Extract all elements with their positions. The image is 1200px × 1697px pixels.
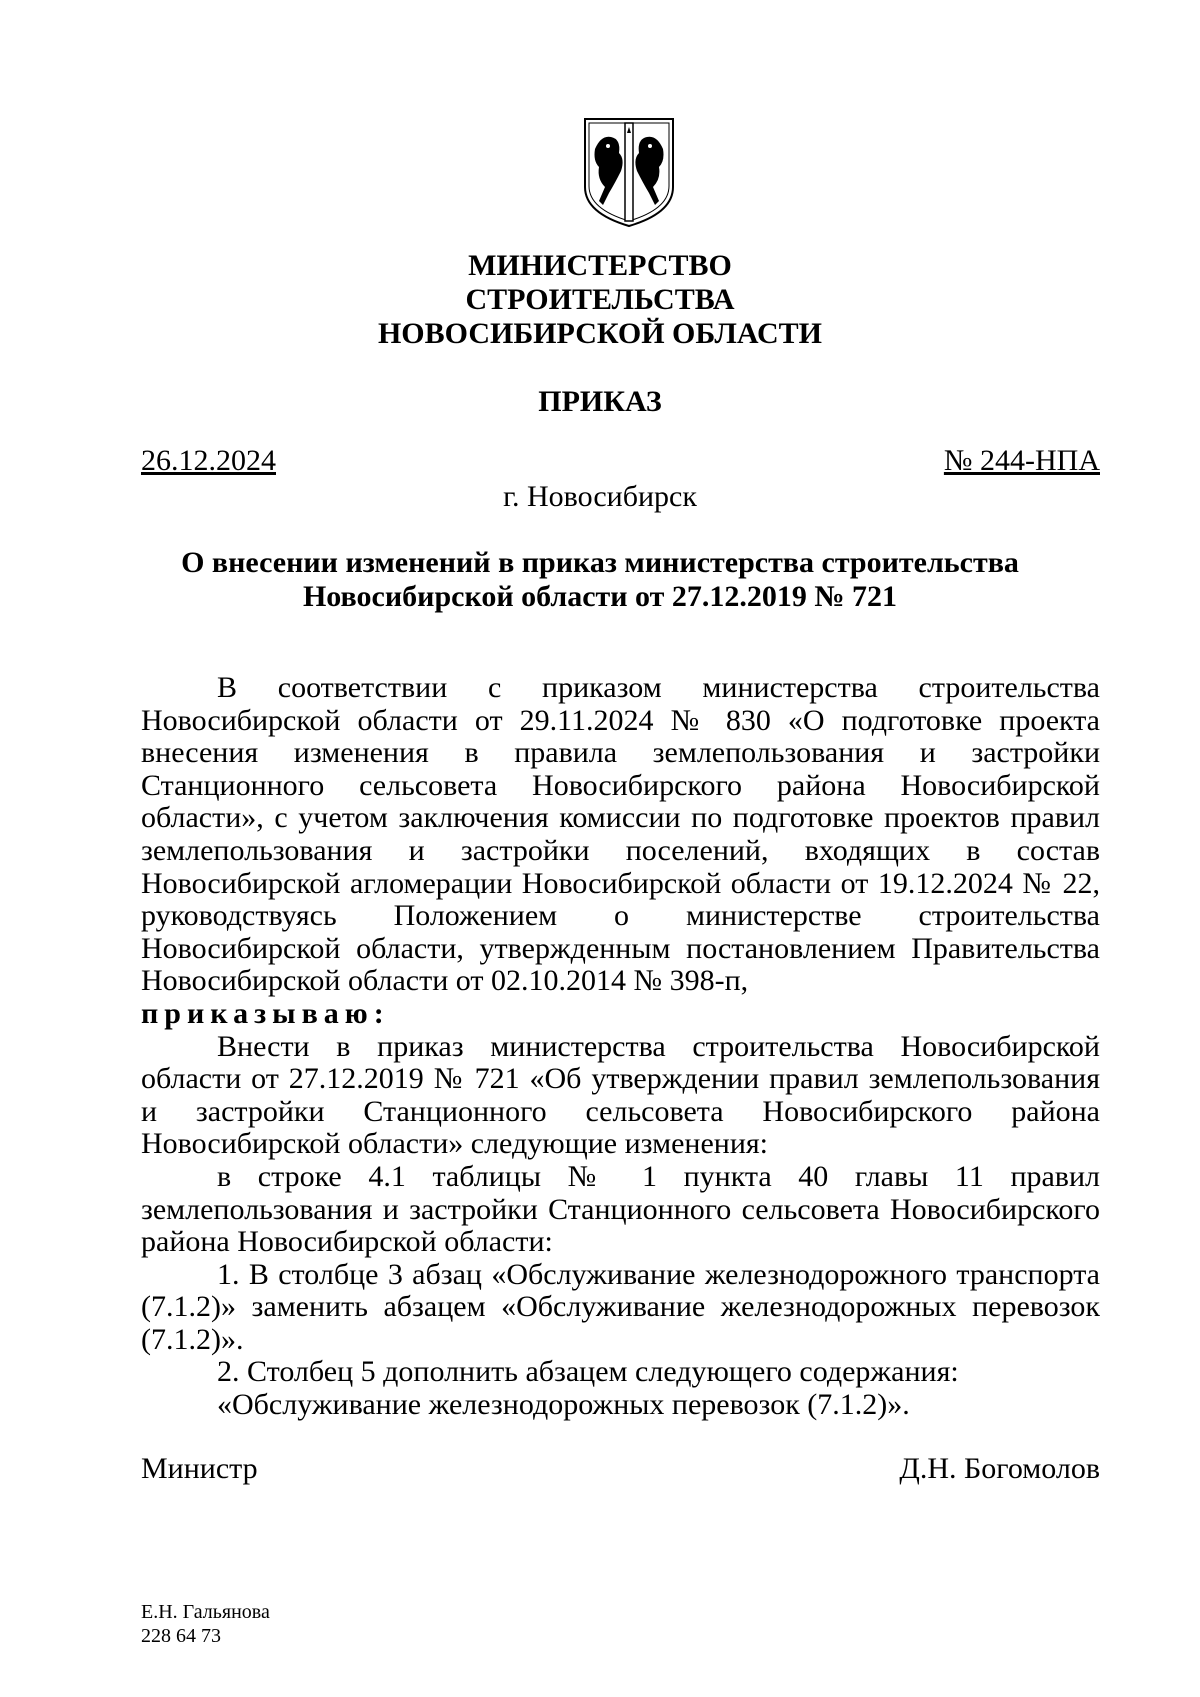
ministry-line: МИНИСТЕРСТВО bbox=[468, 249, 732, 282]
body-paragraph: в строке 4.1 таблицы № 1 пункта 40 главы 11 правил землепользования и застройки Станционного сельсовета Новосибирского района Новосибирской области: bbox=[141, 1159, 1100, 1259]
body-paragraph: 2. Столбец 5 дополнить абзацем следующего содержания: bbox=[217, 1355, 959, 1389]
document-type: ПРИКАЗ bbox=[538, 385, 662, 418]
body-paragraph: «Обслуживание железнодорожных перевозок (7.1.2)». bbox=[217, 1388, 910, 1422]
ministry-name bbox=[0, 249, 1200, 351]
signatory-name: Д.Н. Богомолов bbox=[899, 1452, 1100, 1485]
signatory-title: Министр bbox=[141, 1452, 258, 1485]
body-paragraph: 1. В столбце 3 абзац «Обслуживание железнодорожного транспорта (7.1.2)» заменить абзацем «Обслуживание железнодорожных перевозок (7.1.2)». bbox=[141, 1257, 1100, 1356]
ministry-line: НОВОСИБИРСКОЙ ОБЛАСТИ bbox=[377, 317, 823, 350]
subject-line: О внесении изменений в приказ министерства строительства bbox=[181, 546, 1019, 579]
document-body bbox=[141, 672, 1100, 1422]
preamble-paragraph: В соответствии с приказом министерства строительства Новосибирской области от 29.11.2024 № 830 «О подготовке проекта внесения изменения в правила землепользования и застройки Станционного сельсовета Новосибирского района Новосибирской области», с учетом заключения комиссии по подготовке проектов правил землепользования и застройки поселений, входящих в состав Новосибирской агломерации Новосибирской области от 19.12.2024 № 22, руководствуясь Положением о министерстве строительства Новосибирской области, утвержденным постановлением Правительства Новосибирской области от 02.10.2014 № 398-п, bbox=[141, 671, 1100, 998]
order-word: приказываю: bbox=[141, 996, 390, 1030]
document-number: № 244-НПА bbox=[943, 444, 1100, 477]
executor-phone: 228 64 73 bbox=[141, 1625, 221, 1647]
executor-info bbox=[141, 1600, 270, 1648]
subject-line: Новосибирской области от 27.12.2019 № 721 bbox=[302, 580, 898, 613]
document-subject bbox=[0, 546, 1200, 614]
ministry-line: СТРОИТЕЛЬСТВА bbox=[465, 283, 735, 316]
novosibirsk-coat-of-arms-icon bbox=[581, 113, 677, 229]
body-paragraph: Внести в приказ министерства строительства Новосибирской области от 27.12.2019 № 721 «Об утверждении правил землепользования и застройки Станционного сельсовета Новосибирского района Новосибирской области» следующие изменения: bbox=[141, 1029, 1100, 1161]
executor-name: Е.Н. Гальянова bbox=[141, 1601, 270, 1623]
document-date: 26.12.2024 bbox=[141, 444, 276, 477]
document-city: г. Новосибирск bbox=[503, 480, 697, 513]
